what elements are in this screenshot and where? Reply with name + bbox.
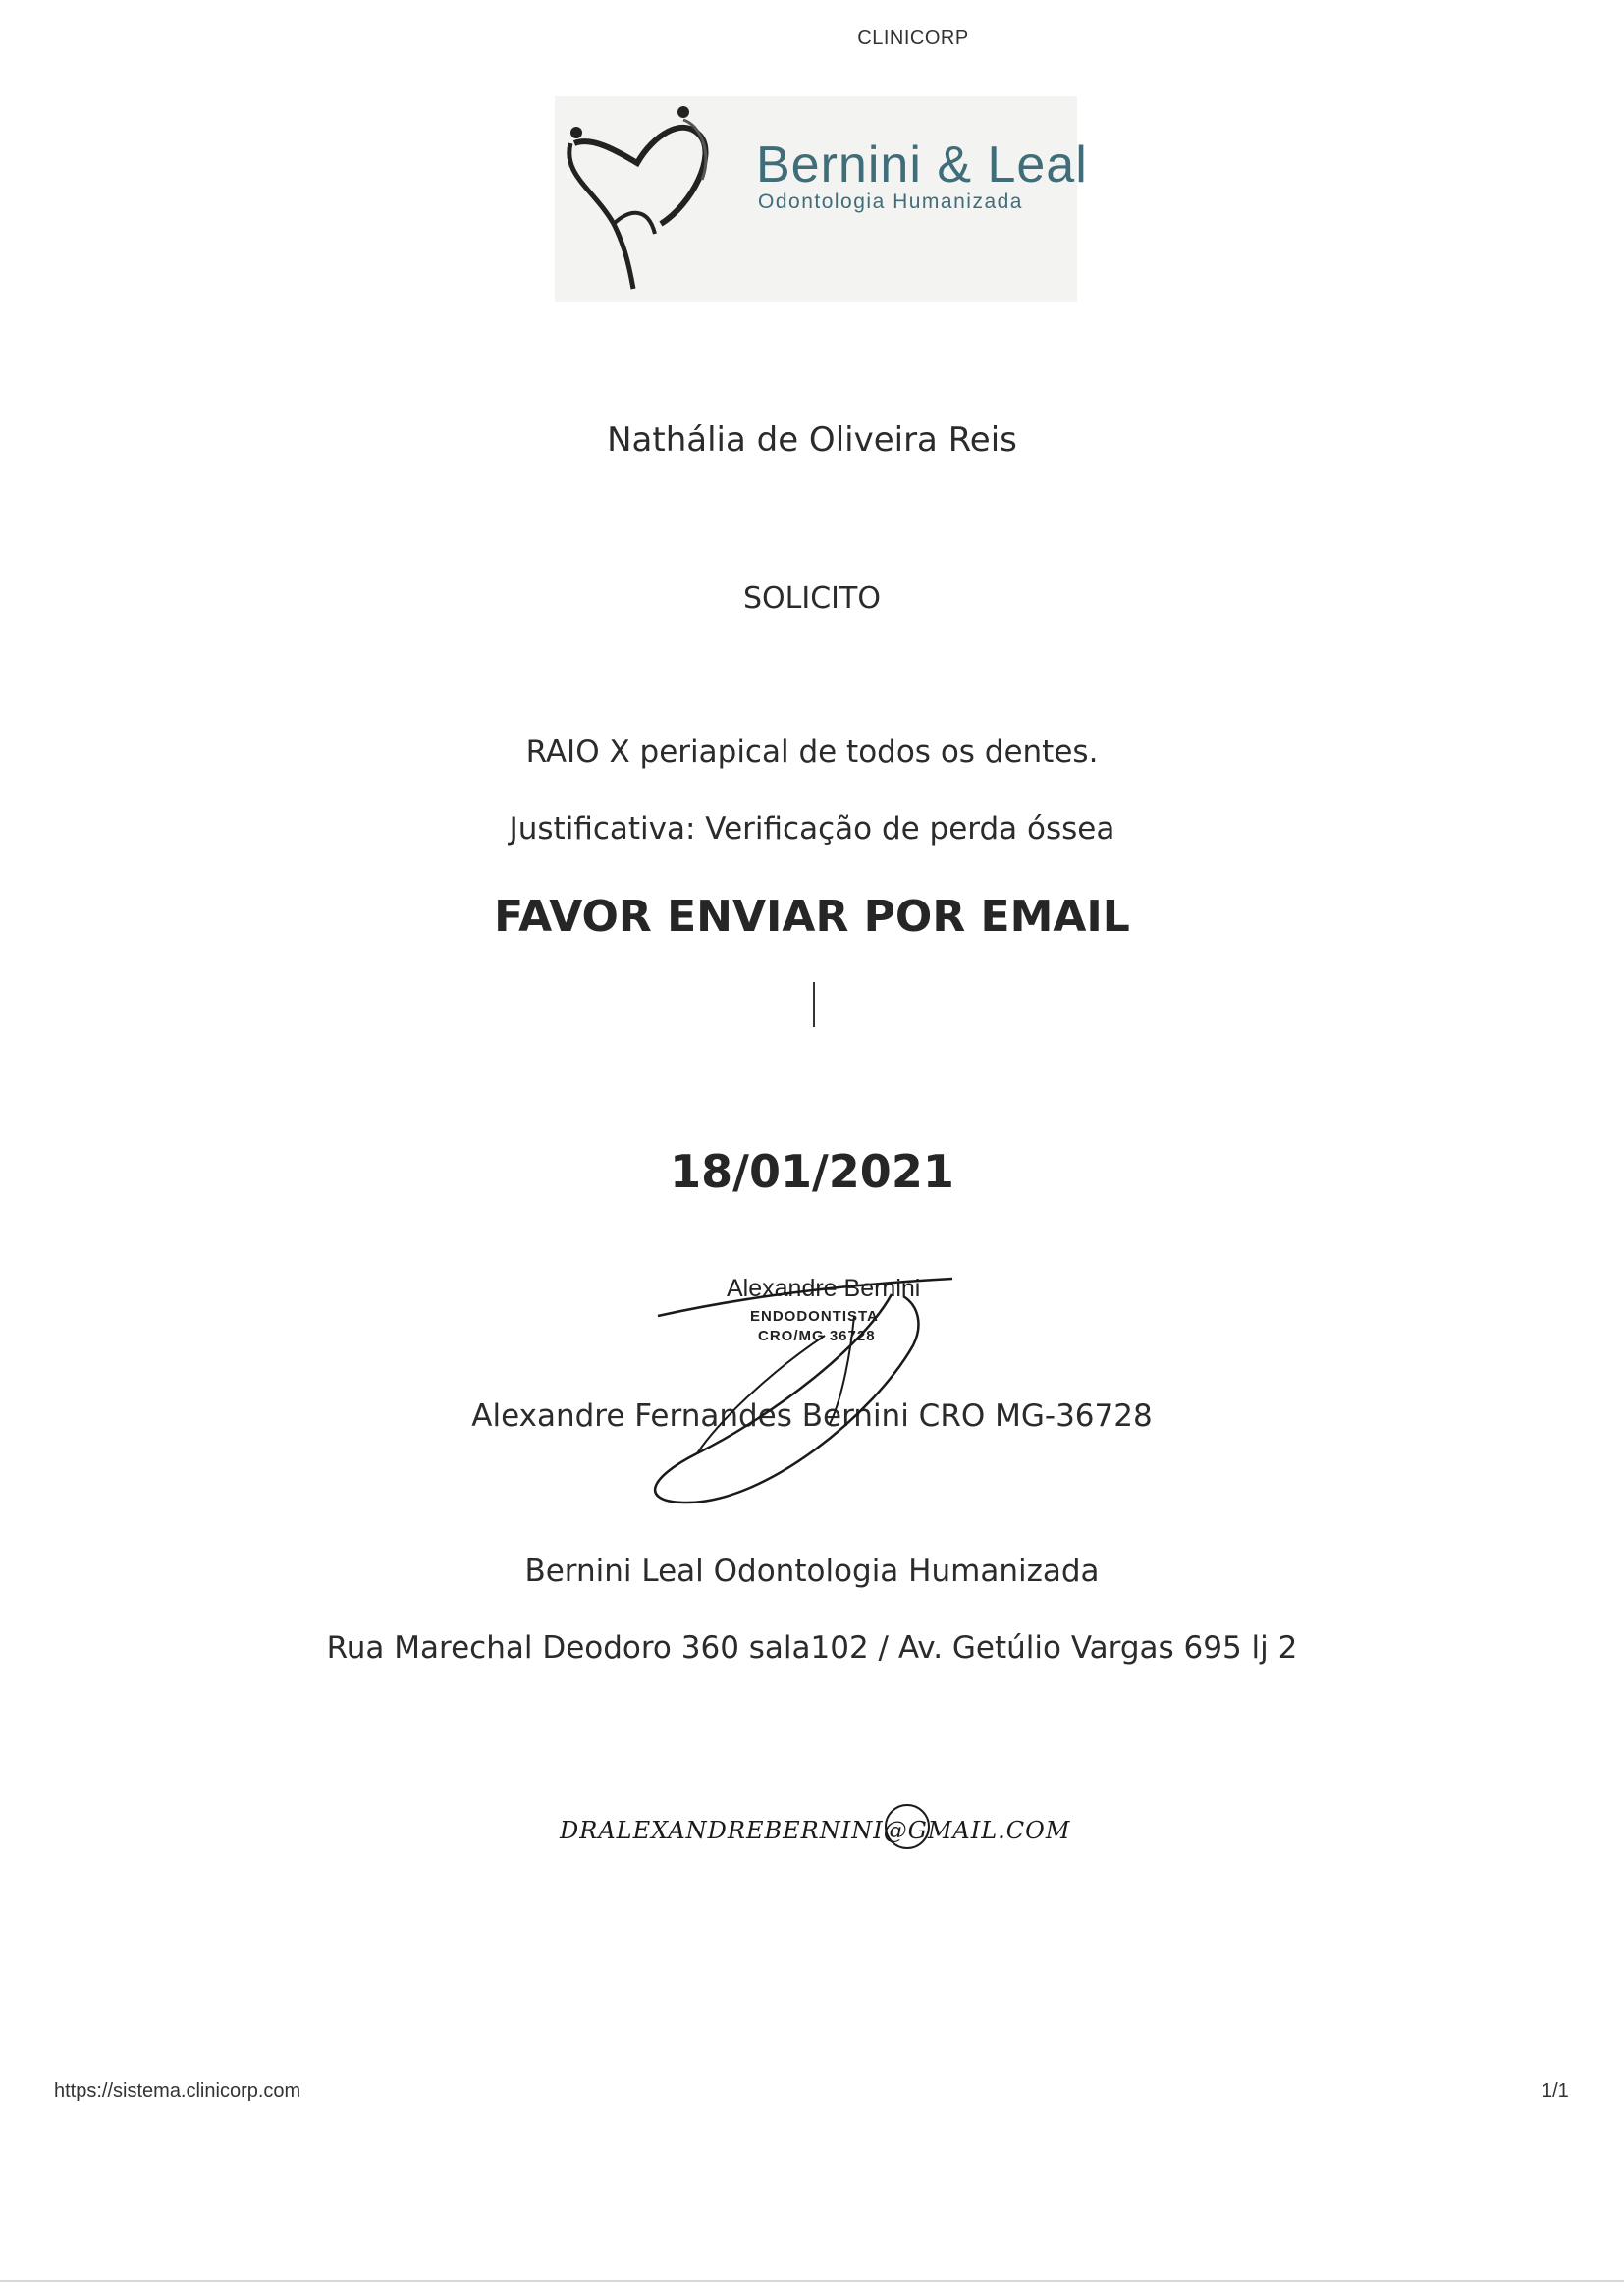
header-label: CLINICORP <box>857 27 969 49</box>
request-label: SOLICITO <box>743 581 881 616</box>
handwritten-email <box>550 1787 1159 1866</box>
stamp-name: Alexandre Bernini <box>727 1275 921 1302</box>
logo-name: Bernini & Leal <box>756 137 1088 193</box>
clinic-address: Rua Marechal Deodoro 360 sala102 / Av. Getúlio Vargas 695 lj 2 <box>326 1630 1298 1666</box>
logo-tagline: Odontologia Humanizada <box>758 191 1023 213</box>
footer-url: https://sistema.clinicorp.com <box>54 2080 301 2102</box>
email-request-note: FAVOR ENVIAR POR EMAIL <box>494 892 1130 942</box>
patient-name: Nathália de Oliveira Reis <box>607 420 1017 460</box>
exam-description: RAIO X periapical de todos os dentes. <box>525 735 1099 770</box>
tooth-heart-logo-icon <box>555 96 771 302</box>
stamp-cro: CRO/MG 36728 <box>758 1328 876 1344</box>
scan-edge-divider <box>0 2280 1624 2282</box>
document-date: 18/01/2021 <box>670 1145 954 1198</box>
clinic-name: Bernini Leal Odontologia Humanizada <box>524 1554 1100 1589</box>
handwritten-signature <box>628 1257 962 1512</box>
stamp-role: ENDODONTISTA <box>750 1308 879 1325</box>
justification-text: Justificativa: Verificação de perda óssea <box>509 811 1115 847</box>
dentist-name: Alexandre Fernandes Bernini CRO MG-36728 <box>471 1398 1153 1434</box>
text-cursor <box>813 982 815 1027</box>
page-number: 1/1 <box>1542 2080 1569 2102</box>
handwritten-email-text: DRALEXANDREBERNINI@GMAIL.COM <box>560 1817 1071 1844</box>
